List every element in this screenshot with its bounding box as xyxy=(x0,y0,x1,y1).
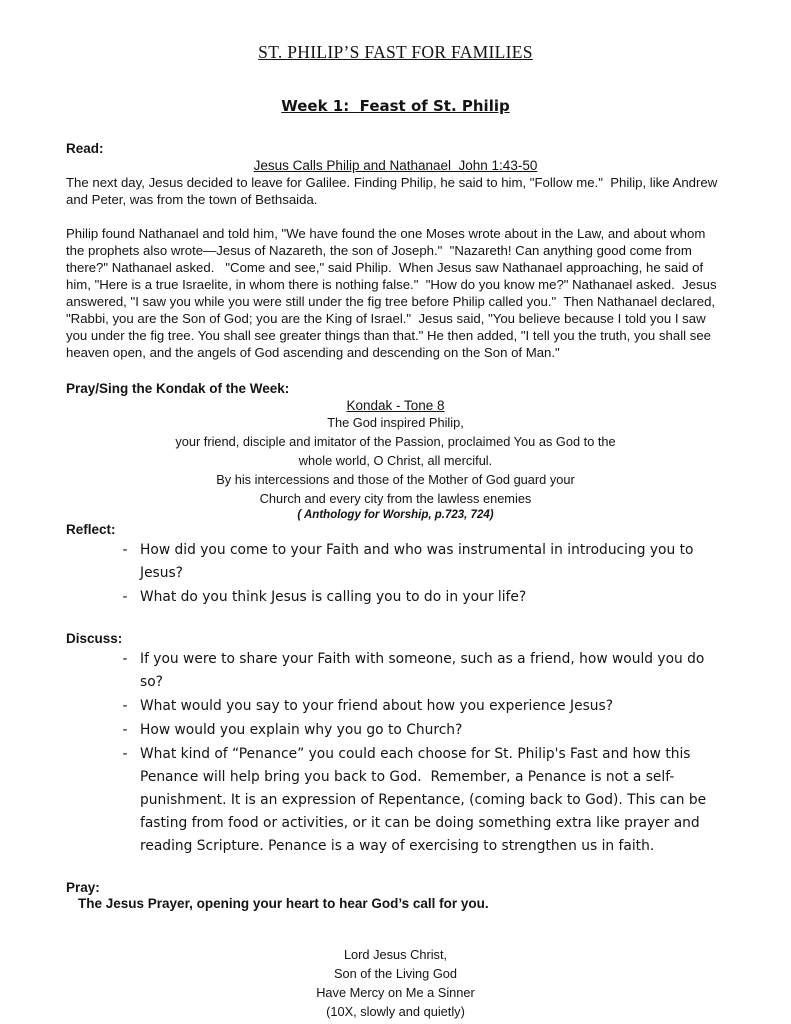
prayer-line: Have Mercy on Me a Sinner xyxy=(316,985,475,1000)
reflect-heading: Reflect: xyxy=(66,522,116,537)
document-title xyxy=(66,42,725,63)
prayer-line: (10X, slowly and quietly) xyxy=(326,1004,465,1019)
discuss-heading: Discuss: xyxy=(66,631,123,646)
prayer-line: Lord Jesus Christ, xyxy=(343,947,448,962)
passage-title xyxy=(66,158,725,173)
discuss-bullet-text: What would you say to your friend about how you experience Jesus? xyxy=(140,698,614,714)
jesus-prayer-block xyxy=(66,945,725,1021)
read-heading: Read: xyxy=(66,141,104,156)
kondak-line: By his intercessions and those of the Mother of God guard your xyxy=(216,472,575,487)
reflect-bullet xyxy=(66,586,725,609)
week-subtitle xyxy=(66,97,725,115)
pray-subheading: The Jesus Prayer, opening your heart to hear God’s call for you. xyxy=(78,896,489,911)
discuss-bullet-text: If you were to share your Faith with someone, such as a friend, how would you do so? xyxy=(140,651,709,690)
reflect-bullet-list xyxy=(66,539,725,609)
reflect-bullet-text: How did you come to your Faith and who was instrumental in introducing you to Jesus? xyxy=(140,542,698,581)
pray-heading: Pray: xyxy=(66,880,100,895)
reflect-bullet-text: What do you think Jesus is calling you to do in your life? xyxy=(140,589,527,605)
kondak-line: your friend, disciple and imitator of the Passion, proclaimed You as God to the xyxy=(175,434,616,449)
bullet-dash: - xyxy=(122,746,128,762)
discuss-bullet xyxy=(66,648,725,694)
passage-paragraph-1: The next day, Jesus decided to leave for Galilee. Finding Philip, he said to him, "Follow me." Philip, like Andrew and Peter, was from the town of Bethsaida. xyxy=(66,175,721,207)
bullet-dash: - xyxy=(122,542,128,558)
bullet-dash: - xyxy=(122,698,128,714)
bullet-dash: - xyxy=(122,722,128,738)
kondak-heading: Pray/Sing the Kondak of the Week: xyxy=(66,381,290,396)
kondak-line: The God inspired Philip, xyxy=(327,415,464,430)
reflect-bullet xyxy=(66,539,725,585)
bullet-dash: - xyxy=(122,651,128,667)
kondak-line: whole world, O Christ, all merciful. xyxy=(298,453,493,468)
kondak-line: Church and every city from the lawless enemies xyxy=(259,491,532,506)
discuss-bullet-text: What kind of “Penance” you could each choose for St. Philip's Fast and how this Penance will help bring you back to God. Remember, a Penance is not a self-punishment. It is an expression of Repentance, (coming back to God). This can be fasting from food or activities, or it can be doing something extra like prayer and reading Scripture. Penance is a way of exercising to strengthen us in faith. xyxy=(140,746,711,854)
week-subtitle-text: Week 1: Feast of St. Philip xyxy=(281,97,510,115)
discuss-bullet xyxy=(66,695,725,718)
discuss-bullet xyxy=(66,719,725,742)
prayer-line: Son of the Living God xyxy=(333,966,458,981)
bullet-dash: - xyxy=(122,589,128,605)
document-title-text: ST. PHILIP’S FAST FOR FAMILIES xyxy=(258,42,533,62)
kondak-citation: ( Anthology for Worship, p.723, 724) xyxy=(297,509,494,521)
discuss-bullet-list xyxy=(66,648,725,858)
discuss-bullet-text: How would you explain why you go to Church? xyxy=(140,722,463,738)
passage-title-text: Jesus Calls Philip and Nathanael John 1:43-50 xyxy=(253,158,538,173)
passage-paragraph-2: Philip found Nathanael and told him, "We have found the one Moses wrote about in the Law, and about whom the prophets also wrote—Jesus of Nazareth, the son of Joseph." "Nazareth! Can anything good come from there?" Nathanael asked. "Come and see," said Philip. When Jesus saw Nathanael approaching, he said of him, "Here is a true Israelite, in whom there is nothing false." "How do you know me?" Nathanael asked. Jesus answered, "I saw you while you were still under the fig tree before Philip called you." Then Nathanael declared, "Rabbi, you are the Son of God; you are the King of Israel." Jesus said, "You believe because I told you I saw you under the fig tree. You shall see greater things than that." He then added, "I tell you the truth, you shall see heaven open, and the angels of God ascending and descending on the Son of Man." xyxy=(66,226,721,360)
kondak-title-text: Kondak - Tone 8 xyxy=(346,398,445,413)
discuss-bullet xyxy=(66,743,725,858)
kondak-title xyxy=(66,398,725,413)
